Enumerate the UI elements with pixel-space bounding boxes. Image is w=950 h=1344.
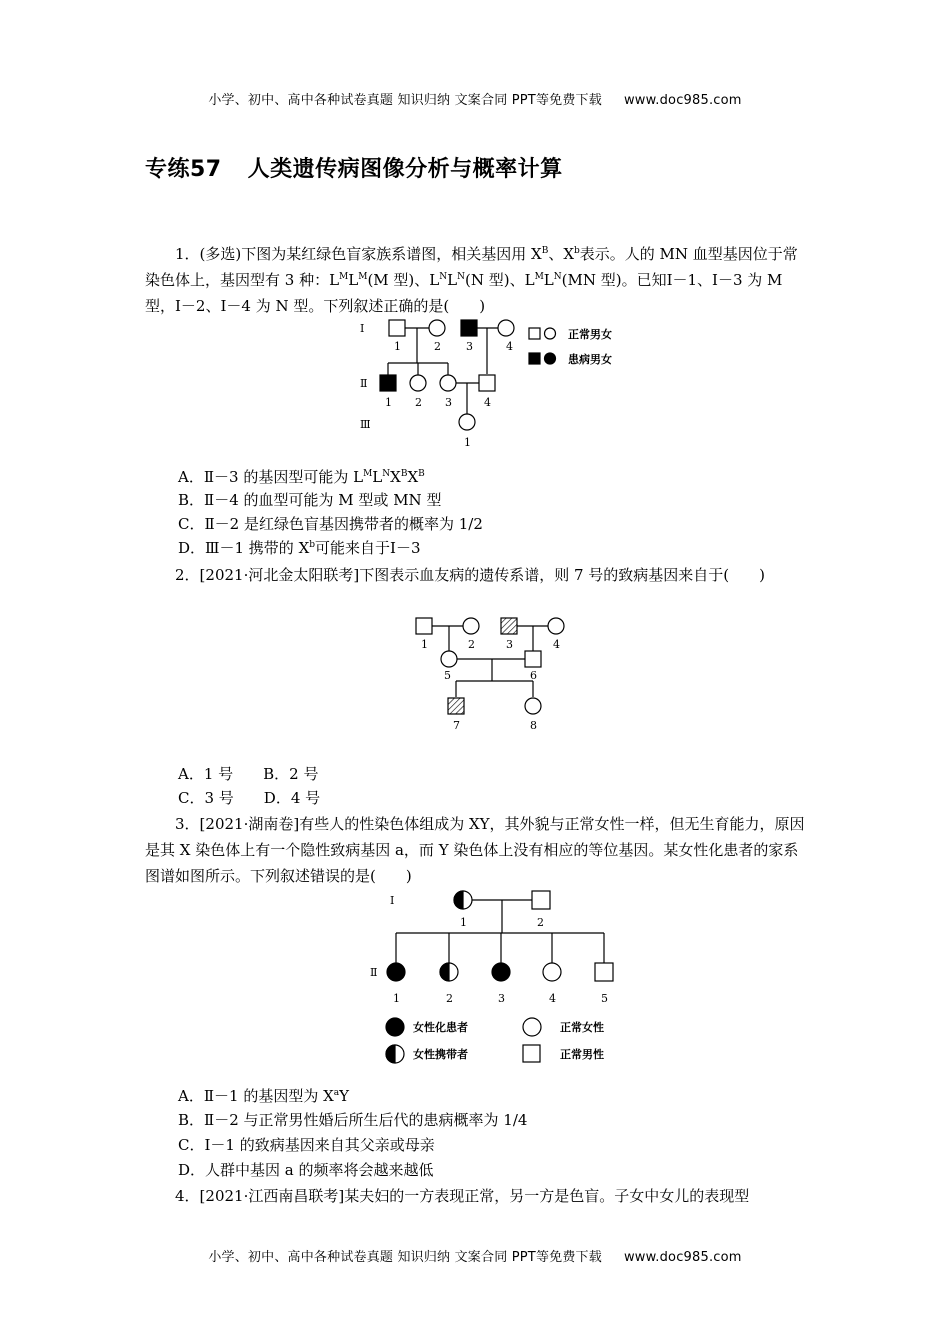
svg-text:1: 1 xyxy=(421,638,428,651)
q3-option-d[interactable]: D．人群中基因 a 的频率将会越来越低 xyxy=(178,1161,434,1179)
q2-options-row1 xyxy=(178,763,319,785)
header-site-link[interactable]: www.doc985.com xyxy=(623,93,742,108)
q3-II3-female-patient xyxy=(492,963,510,981)
q2-3-male-affected xyxy=(501,618,517,634)
svg-text:Ⅲ: Ⅲ xyxy=(360,418,371,431)
q2-option-c[interactable]: C．3 号 xyxy=(178,789,234,807)
svg-text:4: 4 xyxy=(549,992,556,1005)
q2-option-b[interactable]: B．2 号 xyxy=(263,765,319,783)
svg-text:4: 4 xyxy=(506,340,513,353)
footer-text: 小学、初中、高中各种试卷真题 知识归纳 文案合同 PPT等免费下载 xyxy=(208,1250,602,1265)
svg-text:1: 1 xyxy=(385,396,392,409)
svg-text:Ⅰ: Ⅰ xyxy=(360,322,365,335)
svg-text:3: 3 xyxy=(498,992,505,1005)
svg-text:正常男女: 正常男女 xyxy=(568,328,612,341)
q2-2-female-normal xyxy=(463,618,479,634)
q1-option-c[interactable]: C．Ⅱ－2 是红绿色盲基因携带者的概率为 1/2 xyxy=(178,515,483,533)
q1-II1-male-affected xyxy=(380,375,396,391)
q3-II1-female-patient xyxy=(387,963,405,981)
page-title xyxy=(145,152,563,183)
svg-text:7: 7 xyxy=(453,719,460,732)
q2-options-row2 xyxy=(178,787,320,809)
q2-8-female-normal xyxy=(525,698,541,714)
q2-4-female-normal xyxy=(548,618,564,634)
q2-6-male-normal xyxy=(525,651,541,667)
legend-affected-female-icon xyxy=(545,353,556,364)
svg-text:Ⅱ: Ⅱ xyxy=(370,966,378,979)
svg-text:4: 4 xyxy=(484,396,491,409)
svg-text:2: 2 xyxy=(415,396,422,409)
svg-text:Ⅰ: Ⅰ xyxy=(390,894,395,907)
svg-text:8: 8 xyxy=(530,719,537,732)
legend-affected-male-icon xyxy=(529,353,540,364)
svg-text:2: 2 xyxy=(468,638,475,651)
q3-option-b[interactable]: B．Ⅱ－2 与正常男性婚后所生后代的患病概率为 1/4 xyxy=(178,1111,528,1129)
svg-text:1: 1 xyxy=(393,992,400,1005)
svg-text:正常男性: 正常男性 xyxy=(560,1048,604,1061)
legend-normal-female-icon xyxy=(545,328,556,339)
q2-pedigree-figure xyxy=(410,612,580,737)
legend-normal-female-icon xyxy=(523,1018,541,1036)
header-text: 小学、初中、高中各种试卷真题 知识归纳 文案合同 PPT等免费下载 xyxy=(208,93,602,108)
svg-text:Ⅱ: Ⅱ xyxy=(360,377,368,390)
q2-stem: 2．[2021·河北金太阳联考]下图表示血友病的遗传系谱，则 7 号的致病基因来自于( ) xyxy=(175,566,765,584)
page-header xyxy=(0,89,950,108)
q1-I4-female-normal xyxy=(498,320,514,336)
svg-text:3: 3 xyxy=(506,638,513,651)
q1-pedigree-figure xyxy=(355,315,635,450)
title-text: 人类遗传病图像分析与概率计算 xyxy=(247,157,563,182)
legend-normal-male-icon xyxy=(529,328,540,339)
footer-site-link[interactable]: www.doc985.com xyxy=(623,1250,742,1265)
svg-text:3: 3 xyxy=(466,340,473,353)
svg-text:2: 2 xyxy=(446,992,453,1005)
svg-text:6: 6 xyxy=(530,669,537,682)
legend-normal-male-icon xyxy=(523,1045,540,1062)
q3-stem: 3．[2021·湖南卷]有些人的性染色体组成为 XY，其外貌与正常女性一样，但无生育能力，原因是其 X 染色体上有一个隐性致病基因 a，而 Y 染色体上没有相应的等位基因。某女性化患者的家系图谱如图所示。下列叙述错误的是( ) xyxy=(145,815,805,885)
q3-I2-male-normal xyxy=(532,891,550,909)
q1-II3-female-normal xyxy=(440,375,456,391)
q3-option-c[interactable]: C．Ⅰ－1 的致病基因来自其父亲或母亲 xyxy=(178,1136,435,1154)
q2-1-male-normal xyxy=(416,618,432,634)
svg-text:2: 2 xyxy=(537,916,544,929)
q3-pedigree-figure xyxy=(365,885,655,1070)
q2-5-female-normal xyxy=(441,651,457,667)
q3-II4-female-normal xyxy=(543,963,561,981)
legend-patient-icon xyxy=(386,1018,404,1036)
svg-text:1: 1 xyxy=(460,916,467,929)
q1-option-d[interactable]: D．Ⅲ－1 携带的 $X^b$可能来自于Ⅰ－3 xyxy=(178,539,421,557)
q1-option-a[interactable]: A．Ⅱ－3 的基因型可能为 $L^ML^NX^BX^B$ xyxy=(178,468,425,486)
svg-text:5: 5 xyxy=(444,669,451,682)
q3-option-a[interactable]: A．Ⅱ－1 的基因型为 $X^aY$ xyxy=(178,1087,350,1105)
svg-text:2: 2 xyxy=(434,340,441,353)
svg-text:3: 3 xyxy=(445,396,452,409)
svg-text:5: 5 xyxy=(601,992,608,1005)
q3-II5-male-normal xyxy=(595,963,613,981)
q4-stem: 4．[2021·江西南昌联考]某夫妇的一方表现正常，另一方是色盲。子女中女儿的表现型 xyxy=(175,1187,750,1205)
q1-II2-female-normal xyxy=(410,375,426,391)
q1-III1-female-normal xyxy=(459,414,475,430)
svg-text:患病男女: 患病男女 xyxy=(568,353,612,366)
svg-text:1: 1 xyxy=(394,340,401,353)
svg-text:女性化患者: 女性化患者 xyxy=(413,1021,468,1034)
q1-stem: 1．(多选)下图为某红绿色盲家族系谱图，相关基因用 $X^B$、$X^b$表示。人的 MN 血型基因位于常染色体上，基因型有 3 种：$L^ML^M(M$ 型)、$L^NL^N(N$ 型)、$L^ML^N(MN$ 型)。已知Ⅰ－1、Ⅰ－3 为 M 型，Ⅰ－2、Ⅰ－4 为 N 型。下列叙述正确的是( ) xyxy=(145,245,798,315)
page-footer xyxy=(0,1246,950,1265)
svg-text:女性携带者: 女性携带者 xyxy=(413,1048,468,1061)
q2-option-d[interactable]: D．4 号 xyxy=(263,789,321,807)
q1-option-b[interactable]: B．Ⅱ－4 的血型可能为 M 型或 MN 型 xyxy=(178,491,442,509)
title-number: 专练57 xyxy=(145,157,222,182)
q1-I1-male-normal xyxy=(389,320,405,336)
q2-7-male-affected xyxy=(448,698,464,714)
q1-I2-female-normal xyxy=(429,320,445,336)
svg-text:1: 1 xyxy=(464,436,471,449)
svg-text:4: 4 xyxy=(553,638,560,651)
q2-option-a[interactable]: A．1 号 xyxy=(178,765,234,783)
svg-text:正常女性: 正常女性 xyxy=(560,1021,604,1034)
q1-II4-male-normal xyxy=(479,375,495,391)
q1-I3-male-affected xyxy=(461,320,477,336)
